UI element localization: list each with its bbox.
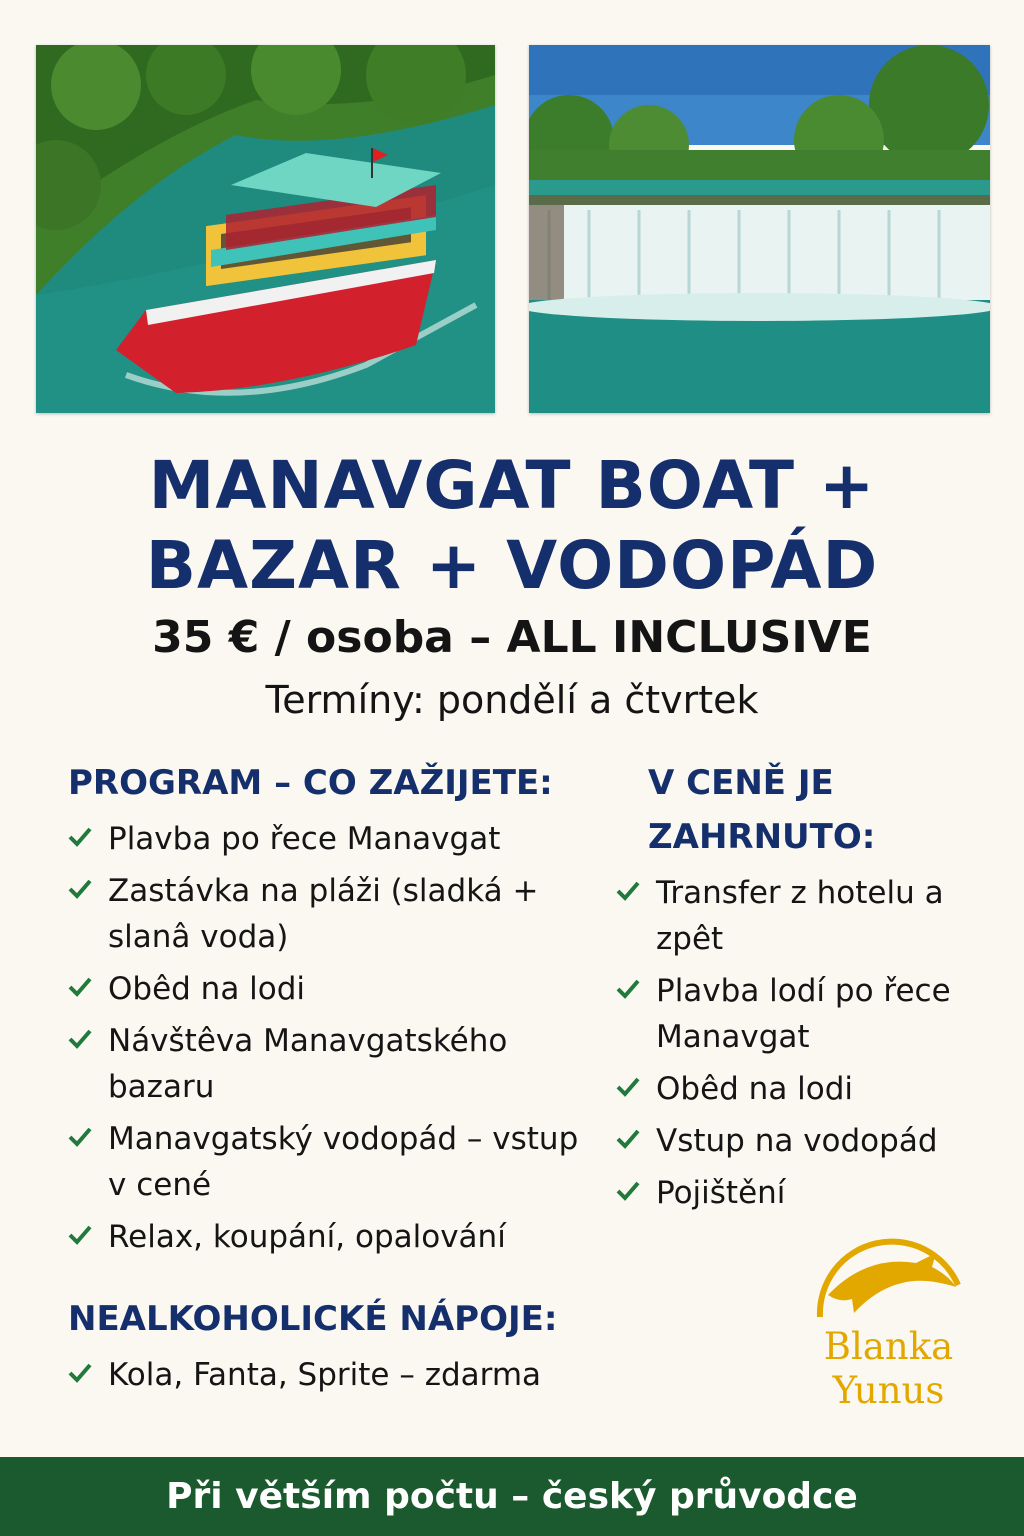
list-item (614, 870, 964, 962)
included-list (614, 870, 964, 1222)
check-icon (614, 974, 642, 1002)
check-icon (614, 876, 642, 904)
check-icon (66, 1122, 94, 1150)
list-item-label: Relax, koupání, opalování (108, 1219, 506, 1255)
price-label: 35 € / osoba – ALL INCLUSIVE (152, 612, 872, 663)
check-icon (614, 1176, 642, 1204)
drinks-heading: NEALKOHOLICKÉ NÁPOJE: (68, 1299, 558, 1339)
check-icon (66, 972, 94, 1000)
check-icon (66, 822, 94, 850)
check-icon (66, 1024, 94, 1052)
drinks-list (66, 1352, 586, 1398)
title-line-1: MANAVGAT BOAT + (148, 447, 876, 524)
list-item (614, 968, 964, 1060)
list-item-label: Zastávka na pláži (sladká + slanâ voda) (108, 873, 539, 955)
logo-line-2: Yunus (832, 1369, 945, 1412)
list-item-label: Kola, Fanta, Sprite – zdarma (108, 1357, 542, 1393)
footer-banner: Při větším počtu – český průvodce (0, 1457, 1024, 1536)
list-item-label: Plavba po řece Manavgat (108, 821, 501, 857)
program-list (66, 816, 586, 1266)
list-item (66, 868, 586, 960)
list-item (66, 1352, 586, 1398)
check-icon (614, 1124, 642, 1152)
logo-line-1: Blanka (823, 1325, 954, 1368)
list-item-label: Vstup na vodopád (656, 1123, 938, 1159)
waterfall-photo (529, 45, 990, 413)
list-item (66, 1116, 586, 1208)
check-icon (66, 1358, 94, 1386)
list-item-label: Pojištění (656, 1175, 786, 1211)
brand-logo (806, 1225, 971, 1425)
page-title (0, 446, 1024, 606)
terms-label: Termíny: pondělí a čtvrtek (265, 678, 759, 722)
list-item-label: Návštêva Manavgatského bazaru (108, 1023, 508, 1105)
list-item (66, 1018, 586, 1110)
list-item (614, 1066, 964, 1112)
check-icon (614, 1072, 642, 1100)
list-item-label: Obêd na lodi (656, 1071, 854, 1107)
list-item-label: Manavgatský vodopád – vstup v cené (108, 1121, 579, 1203)
check-icon (66, 1220, 94, 1248)
list-item-label: Obêd na lodi (108, 971, 306, 1007)
check-icon (66, 874, 94, 902)
list-item (66, 966, 586, 1012)
list-item (614, 1118, 964, 1164)
boat-photo (36, 45, 495, 413)
program-heading: PROGRAM – CO ZAŽIJETE: (68, 763, 553, 803)
included-heading: V CENĚ JE ZAHRNUTO: (648, 763, 876, 857)
dolphin-icon (806, 1225, 971, 1325)
list-item (66, 816, 586, 862)
list-item (614, 1170, 964, 1216)
title-line-2: BAZAR + VODOPÁD (145, 527, 879, 604)
list-item-label: Plavba lodí po řece Manavgat (656, 973, 951, 1055)
list-item (66, 1214, 586, 1260)
list-item-label: Transfer z hotelu a zpêt (656, 875, 944, 957)
